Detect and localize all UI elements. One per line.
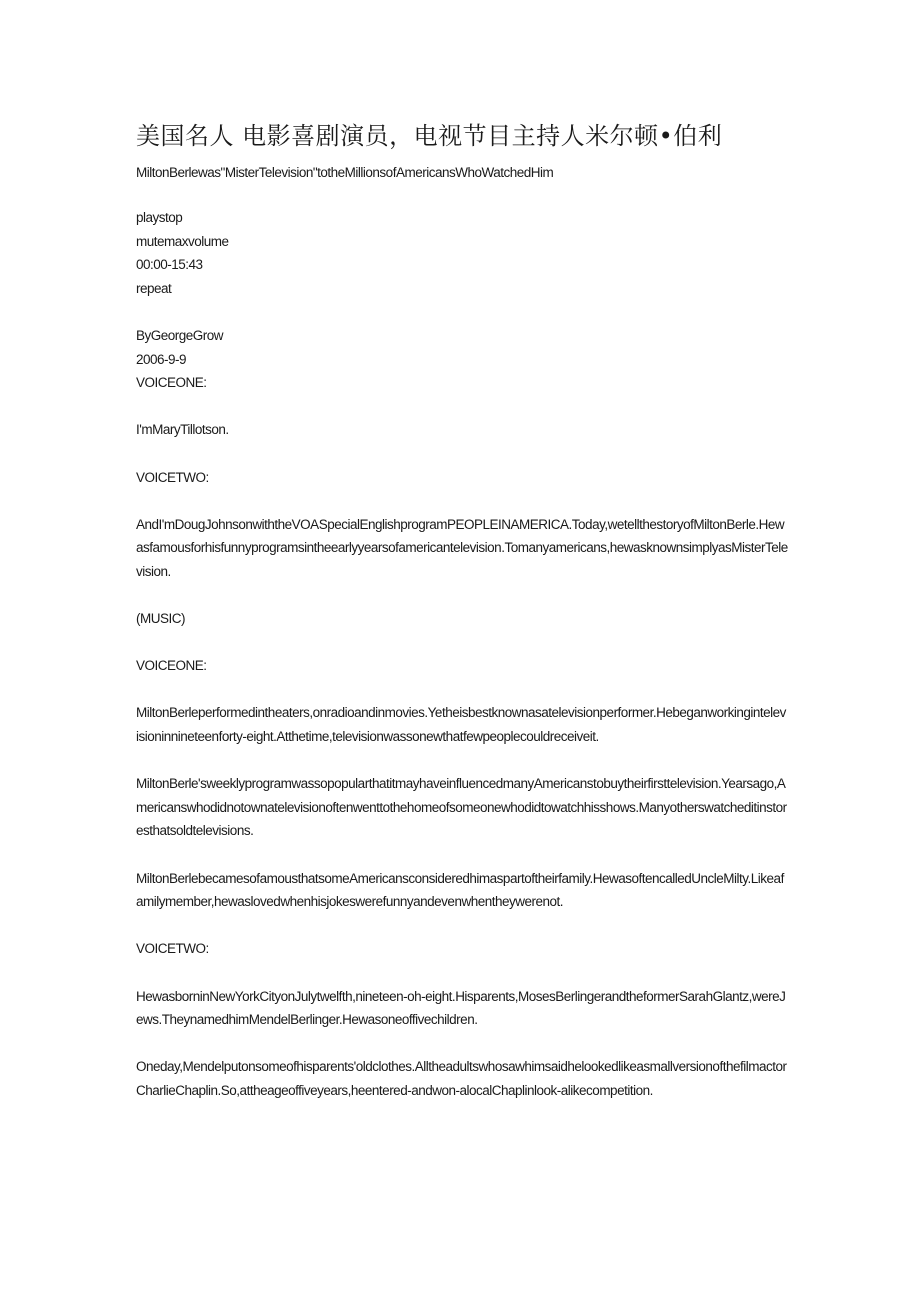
paragraph: VOICEONE: — [136, 375, 207, 391]
paragraph: HewasborninNewYorkCityonJulytwelfth,nineteen-oh-eight.Hisparents,MosesBerlingerandtheformerSarahGlantz,wereJews.TheynamedhimMendelBerlinger.Hewasoneoffivechildren. — [136, 988, 786, 1028]
date: 2006-9-9 — [136, 351, 187, 367]
play-stop-control[interactable]: playstop — [136, 210, 183, 225]
media-player-text — [136, 206, 788, 300]
paragraph: MiltonBerlebecamesofamousthatsomeAmericansconsideredhimaspartoftheirfamily.HewasoftencalledUncleMilty.Likeafamilymember,hewaslovedwhenhisjokeswerefunnyandevenwhentheywerenot. — [136, 870, 784, 910]
paragraph: (MUSIC) — [136, 611, 185, 627]
paragraph: Oneday,Mendelputonsomeofhisparents'oldclothes.AlltheadultswhosawhimsaidhelookedlikeasmallversionofthefilmactorCharlieChaplin.So,attheageoffiveyears,heentered-andwon-alocalChaplinlook-alikecompetition. — [136, 1059, 787, 1098]
document-title: 美国名人 电影喜剧演员，电视节目主持人米尔顿•伯利 — [136, 122, 723, 150]
document-page — [136, 118, 788, 1126]
volume-control[interactable]: mutemaxvolume — [136, 233, 229, 249]
spacer — [136, 300, 788, 324]
paragraph: I'mMaryTillotson. — [136, 422, 229, 438]
document-subtitle: MiltonBerlewas"MisterTelevision"totheMillionsofAmericansWhoWatchedHim — [136, 165, 554, 180]
paragraph: VOICETWO: — [136, 469, 209, 485]
paragraph: MiltonBerleperformedintheaters,onradioandinmovies.Yetheisbestknownasatelevisionperformer.Hebeganworkingintelevisioninnineteenforty-eight.Atthetime,televisionwassonewthatfewpeoplecouldreceiveit. — [136, 705, 786, 745]
byline: ByGeorgeGrow — [136, 327, 224, 343]
time-readout: 00:00-15:43 — [136, 257, 203, 273]
paragraph: VOICETWO: — [136, 941, 209, 957]
paragraph: MiltonBerle'sweeklyprogramwassopopularthatitmayhaveinfluencedmanyAmericanstobuytheirfirsttelevision.Yearsago,Americanswhodidnotownatelevisionoftenwenttothehomeofsomeonewhodidtowatchhisshows.Manyotherswatcheditinstoresthatsoldtelevisions. — [136, 776, 787, 839]
paragraph: VOICEONE: — [136, 658, 207, 674]
paragraph: AndI'mDougJohnsonwiththeVOASpecialEnglishprogramPEOPLEINAMERICA.Today,wetellthestoryofMiltonBerle.Hewasfamousforhisfunnyprogramsintheearlyyearsofamericantelevision.Tomanyamericans,hewasknownsimplyasMisterTelevision. — [136, 516, 788, 579]
repeat-control[interactable]: repeat — [136, 280, 172, 296]
